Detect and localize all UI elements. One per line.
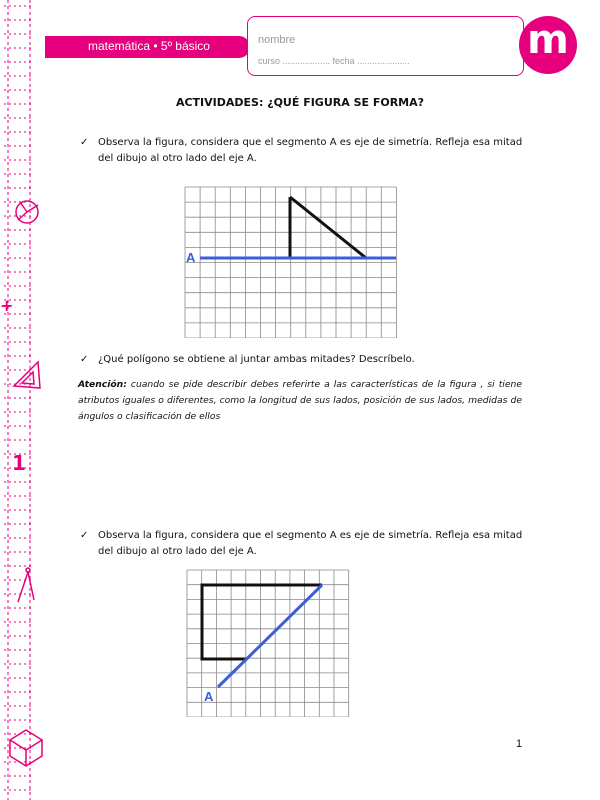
figure-1-grid: [180, 186, 402, 338]
check-icon: ✓: [80, 354, 89, 365]
check-icon: ✓: [80, 530, 89, 541]
curso-fecha-line: curso ................... fecha .....................: [258, 56, 410, 66]
subject-label: matemática • 5º básico: [88, 39, 210, 53]
shape-outline: [202, 585, 322, 659]
triangle-hypotenuse: [290, 197, 366, 258]
instruction-1: [80, 135, 530, 167]
symmetry-axis: [218, 585, 322, 687]
compass-icon: [18, 568, 34, 602]
axis-label: A: [204, 689, 214, 704]
check-icon: ✓: [80, 137, 89, 148]
page-title: ACTIVIDADES: ¿QUÉ FIGURA SE FORMA?: [175, 96, 425, 109]
svg-text:+: +: [0, 296, 14, 315]
name-label: nombre: [258, 34, 296, 46]
logo: [519, 16, 577, 74]
instruction-text: Observa la figura, considera que el segmento A es eje de simetría. Refleja esa mitad del dibujo al otro lado del eje A.: [98, 137, 523, 164]
set-square-icon: [14, 362, 40, 388]
fecha-label: fecha: [332, 56, 355, 66]
instruction-2: [80, 352, 530, 368]
logo-letter: m: [527, 17, 569, 63]
svg-text:1: 1: [12, 451, 26, 475]
curso-label: curso: [258, 56, 281, 66]
instruction-text: ¿Qué polígono se obtiene al juntar ambas mitades? Descríbelo.: [98, 354, 415, 365]
figure-2-grid: [184, 569, 356, 717]
attention-label: Atención:: [78, 379, 127, 390]
instruction-text: Observa la figura, considera que el segmento A es eje de simetría. Refleja esa mitad del dibujo al otro lado del eje A.: [98, 530, 523, 557]
attention-note: [78, 377, 522, 425]
margin-decoration: [0, 0, 52, 800]
instruction-3: [80, 528, 530, 560]
protractor-icon: [16, 201, 38, 223]
axis-label: A: [186, 250, 196, 265]
student-info-box: [247, 16, 524, 76]
attention-text: cuando se pide describir debes referirte a las características de la figura , si tiene atributos iguales o diferentes, como la longitud de sus lados, posición de sus lados, medidas de ángulos o clasificación de ellos: [78, 379, 522, 422]
page-number: 1: [516, 738, 523, 750]
